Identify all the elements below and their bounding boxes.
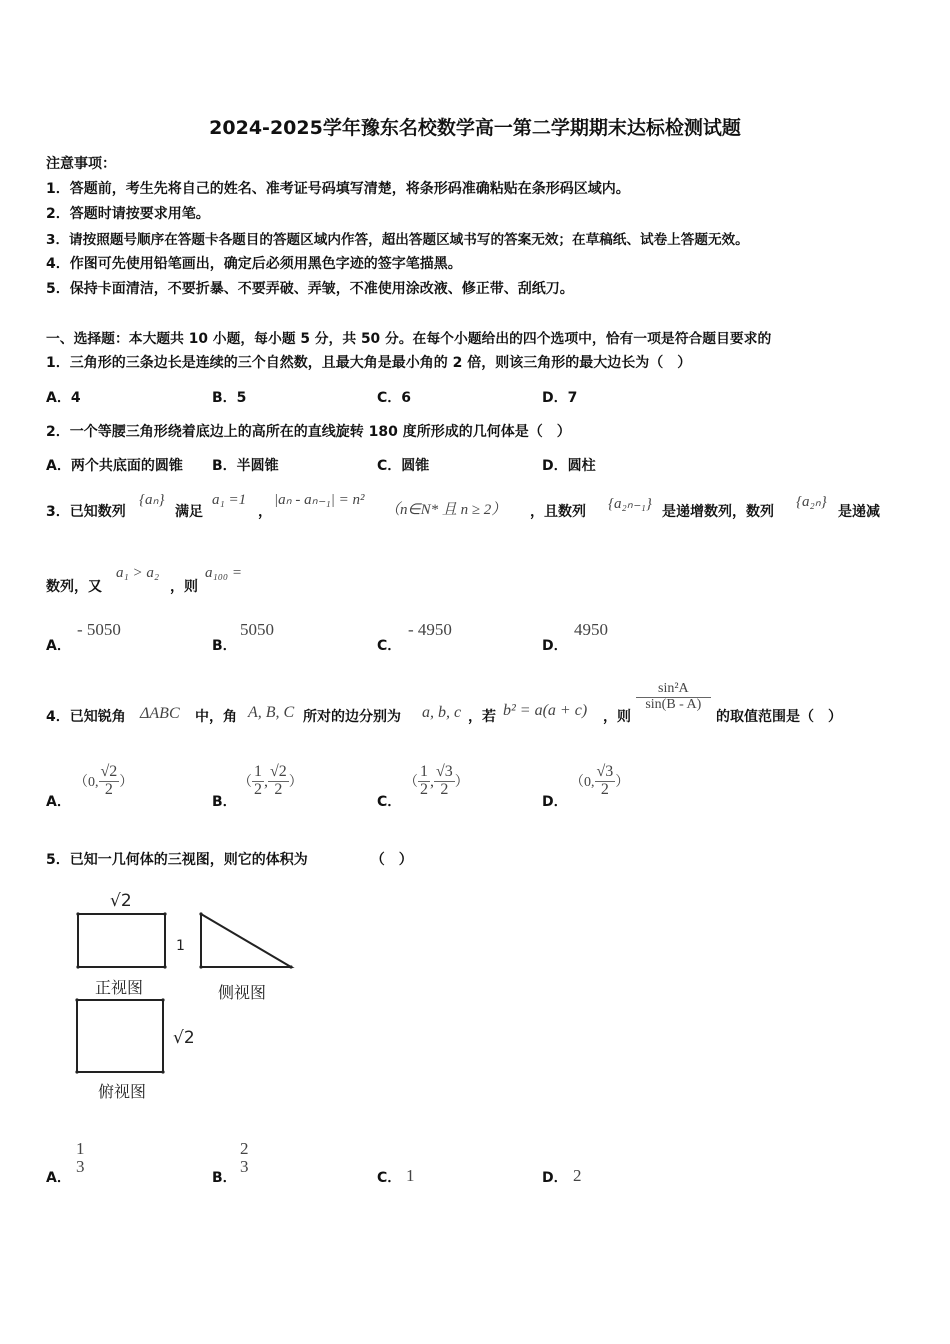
question-1-text: 1．三角形的三条边长是连续的三个自然数，且最大角是最小角的 2 倍，则该三角形的最大边长为（ ） <box>46 355 692 371</box>
notice-item: 1．答题前，考生先将自己的姓名、准考证号码填写清楚，将条形码准确粘贴在条形码区域内。 <box>46 181 630 197</box>
q1-option-b: B．5 <box>212 390 247 406</box>
q4-option-b-value: （ $\frac{1}{2}$ , $\frac{√2}{2}$ ） <box>238 763 303 798</box>
q1-option-d: D．7 <box>542 390 578 406</box>
math-angles: A, B, C <box>248 704 295 721</box>
q1-option-c: C．6 <box>377 390 412 406</box>
q5-option-d-value: 2 <box>573 1166 582 1185</box>
notice-item: 3．请按照题号顺序在答题卡各题目的答题区域内作答，超出答题区域书写的答案无效；在草稿纸、试卷上答题无效。 <box>46 232 749 248</box>
question-3-text: ，且数列 <box>530 504 586 520</box>
top-view-rect <box>77 1000 163 1072</box>
fraction-denominator: sin(B - A) <box>645 696 702 712</box>
question-3-text: ， <box>258 504 272 520</box>
math-triangle: ΔABC <box>140 705 180 722</box>
q4-option-d-label: D． <box>542 794 568 810</box>
q3-option-b-value: 5050 <box>240 620 274 639</box>
math-condition: （n∈N* 且 n ≥ 2） <box>385 502 507 518</box>
math-inequality: a₁ > a₂ <box>116 565 160 581</box>
section-heading: 一、选择题：本大题共 10 小题，每小题 5 分，共 50 分。在每个小题给出的四个选项中，恰有一项是符合题目要求的 <box>46 331 772 347</box>
q4-option-c-value: （ $\frac{1}{2}$ , $\frac{√3}{2}$ ） <box>404 763 469 798</box>
math-target: a₁₀₀ = <box>205 565 243 581</box>
question-5-text: 5．已知一几何体的三视图，则它的体积为 （ ） <box>46 852 413 868</box>
math-initial: a₁ =1 <box>212 492 247 508</box>
q5-option-d-label: D． <box>542 1170 568 1186</box>
question-2-text: 2．一个等腰三角形绕着底边上的高所在的直线旋转 180 度所形成的几何体是（ ） <box>46 424 571 440</box>
notice-item: 2．答题时请按要求用笔。 <box>46 206 210 222</box>
q4-option-d-value: （0, $\frac{√3}{2}$ ） <box>570 763 630 798</box>
question-3-text: 数列，又 <box>46 579 102 595</box>
front-view-label: 正视图 <box>95 978 144 997</box>
front-view-rect <box>78 914 165 967</box>
q4-option-b-label: B． <box>212 794 237 810</box>
q3-option-d-label: D． <box>542 638 568 654</box>
top-view-side-length: √2 <box>173 1028 195 1048</box>
notice-heading: 注意事项： <box>46 156 116 172</box>
q4-option-a-label: A． <box>46 794 71 810</box>
q5-option-c-value: 1 <box>406 1166 415 1185</box>
fraction-numerator: sin²A <box>658 681 689 696</box>
q5-option-b-label: B． <box>212 1170 237 1186</box>
notice-item: 4．作图可先使用铅笔画出，确定后必须用黑色字迹的签字笔描黑。 <box>46 256 462 272</box>
math-condition: b² = a(a + c) <box>503 702 588 719</box>
q3-option-c-value: - 4950 <box>408 620 452 639</box>
question-4-text: 所对的边分别为 <box>303 709 401 725</box>
q4-option-a-value: （0, $\frac{√2}{2}$ ） <box>74 763 134 798</box>
q3-option-c-label: C． <box>377 638 402 654</box>
side-view-label: 侧视图 <box>218 983 267 1002</box>
question-3-text: ，则 <box>170 579 198 595</box>
math-even-subsequence: {a₂ₙ} <box>796 494 827 510</box>
q3-option-a-label: A． <box>46 638 71 654</box>
math-sequence: {aₙ} <box>139 492 165 508</box>
q5-option-a-value: 1 3 <box>76 1139 85 1176</box>
q5-option-c-label: C． <box>377 1170 402 1186</box>
question-4-text: ，则 <box>603 709 631 725</box>
question-4-text: 4．已知锐角 <box>46 709 126 725</box>
notice-item: 5．保持卡面清洁，不要折暴、不要弄破、弄皱，不准使用涂改液、修正带、刮纸刀。 <box>46 281 574 297</box>
q2-option-b: B．半圆锥 <box>212 458 279 474</box>
math-odd-subsequence: {a₂ₙ₋₁} <box>608 496 652 512</box>
math-fraction <box>636 682 711 712</box>
q2-option-a: A．两个共底面的圆锥 <box>46 458 183 474</box>
question-3-text: 3．已知数列 <box>46 504 126 520</box>
question-4-text: 的取值范围是（ ） <box>716 709 842 725</box>
q1-option-a: A．4 <box>46 390 81 406</box>
top-view-label: 俯视图 <box>98 1082 147 1101</box>
q3-option-a-value: - 5050 <box>77 620 121 639</box>
math-recurrence: |aₙ - aₙ₋₁| = n² <box>274 492 365 508</box>
q2-option-d: D．圆柱 <box>542 458 596 474</box>
front-view-side-length: 1 <box>176 938 185 954</box>
q4-option-c-label: C． <box>377 794 402 810</box>
question-3-text: 是递增数列，数列 <box>662 504 774 520</box>
q5-option-a-label: A． <box>46 1170 71 1186</box>
page-title: 2024-2025学年豫东名校数学高一第二学期期末达标检测试题 <box>209 117 741 139</box>
q3-option-b-label: B． <box>212 638 237 654</box>
three-view-figure <box>60 880 320 1110</box>
math-sides: a, b, c <box>422 704 462 721</box>
q2-option-c: C．圆锥 <box>377 458 430 474</box>
q3-option-d-value: 4950 <box>574 620 608 639</box>
question-4-text: ，若 <box>468 709 496 725</box>
front-view-top-length: √2 <box>110 891 132 911</box>
question-4-text: 中，角 <box>195 709 237 725</box>
side-view-triangle <box>201 914 291 967</box>
q5-option-b-value: 2 3 <box>240 1139 249 1176</box>
question-3-text: 是递减 <box>838 504 880 520</box>
question-3-text: 满足 <box>175 504 203 520</box>
